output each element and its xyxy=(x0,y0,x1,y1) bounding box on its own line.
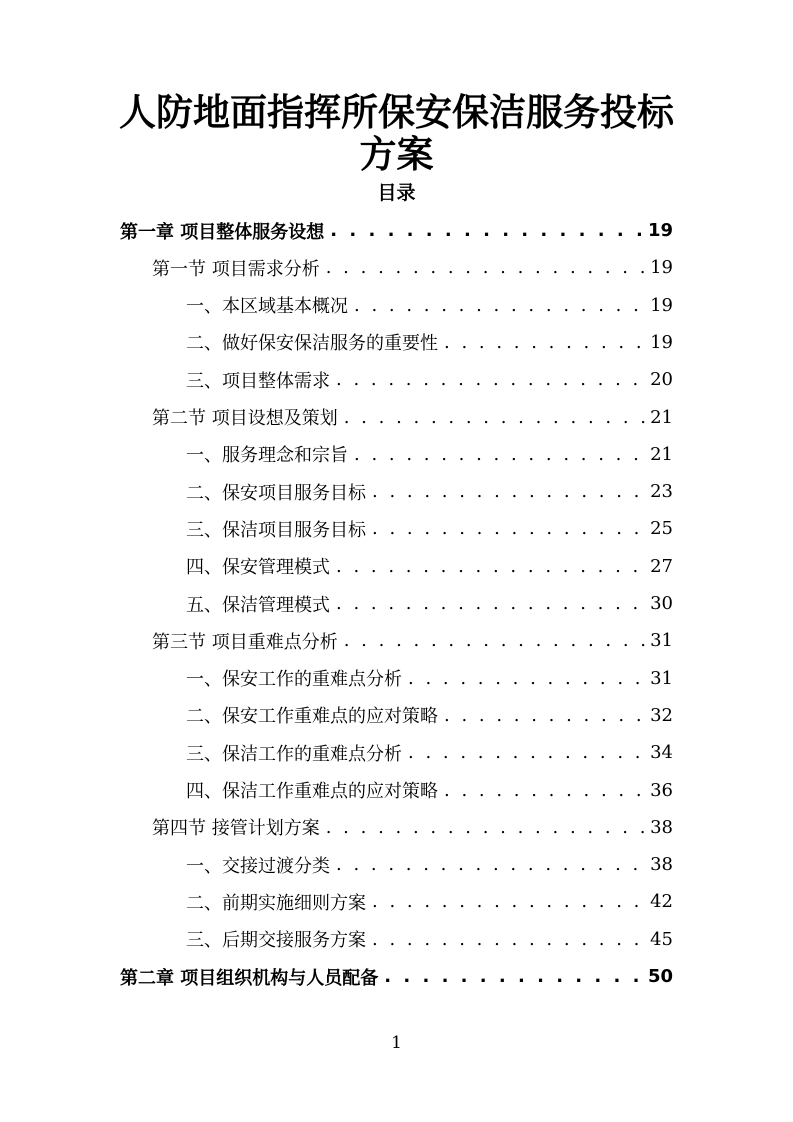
toc-entry[interactable] xyxy=(152,399,673,436)
toc-dot-leader xyxy=(444,332,646,353)
toc-dot-leader xyxy=(384,966,644,987)
toc-entry[interactable] xyxy=(186,473,673,510)
toc-entry-page: 38 xyxy=(650,816,673,838)
toc-entry-page: 34 xyxy=(650,742,673,764)
toc-entry-page: 50 xyxy=(647,966,673,987)
toc-entry[interactable] xyxy=(152,622,673,659)
toc-entry[interactable] xyxy=(186,361,673,398)
toc-entry-page: 27 xyxy=(650,555,673,577)
toc-entry-label: 一、服务理念和宗旨 xyxy=(186,445,348,467)
toc-entry-page: 30 xyxy=(650,593,673,614)
toc-entry[interactable] xyxy=(186,772,673,809)
toc-dot-leader xyxy=(354,295,646,316)
toc-entry-label: 第三节 项目重难点分析 xyxy=(152,631,338,653)
toc-entry-page: 31 xyxy=(650,667,673,689)
toc-dot-leader xyxy=(372,481,646,502)
toc-entry[interactable] xyxy=(186,510,673,547)
toc-entry[interactable] xyxy=(186,883,673,920)
toc-dot-leader xyxy=(372,518,646,539)
toc-dot-leader xyxy=(344,407,646,428)
toc-entry-page: 36 xyxy=(650,779,673,801)
toc-entry-label: 四、保安管理模式 xyxy=(186,557,330,579)
toc-entry-page: 20 xyxy=(650,369,673,391)
toc-entry-page: 42 xyxy=(650,891,673,913)
toc-entry[interactable] xyxy=(186,287,673,324)
toc-entry[interactable] xyxy=(186,921,673,958)
toc-heading: 目录 xyxy=(377,182,416,204)
toc-entry-label: 四、保洁工作重难点的应对策略 xyxy=(186,781,438,802)
toc-dot-leader xyxy=(372,929,646,950)
toc-entry-label: 三、保洁项目服务目标 xyxy=(186,519,366,541)
toc-entry[interactable] xyxy=(186,734,673,771)
toc-dot-leader xyxy=(408,742,646,763)
toc-dot-leader xyxy=(330,220,644,241)
toc-dot-leader xyxy=(372,891,646,912)
toc-entry[interactable] xyxy=(186,436,673,473)
toc-entry-label: 第四节 接管计划方案 xyxy=(152,818,320,840)
page-number: 1 xyxy=(391,1033,402,1053)
toc-entry-page: 21 xyxy=(650,406,673,428)
toc-entry-page: 19 xyxy=(650,331,673,353)
toc-dot-leader xyxy=(336,593,646,614)
toc-entry[interactable] xyxy=(120,212,673,249)
toc-entry-page: 19 xyxy=(647,220,673,241)
toc-entry-label: 五、保洁管理模式 xyxy=(186,594,330,616)
toc-entry-page: 21 xyxy=(650,443,673,465)
toc-dot-leader xyxy=(336,556,646,577)
toc-dot-leader xyxy=(354,444,646,465)
toc-entry-label: 二、做好保安保洁服务的重要性 xyxy=(186,333,438,355)
toc-entry-page: 38 xyxy=(650,854,673,876)
toc-dot-leader xyxy=(444,780,646,801)
toc-dot-leader xyxy=(326,817,646,838)
toc-entry-page: 31 xyxy=(650,630,673,652)
toc-entry-label: 第二节 项目设想及策划 xyxy=(152,408,338,429)
toc-entry-page: 32 xyxy=(650,704,673,726)
toc-entry-label: 一、交接过渡分类 xyxy=(186,855,330,877)
document-title-line-2: 方案 xyxy=(359,133,434,176)
toc-entry[interactable] xyxy=(186,660,673,697)
toc-dot-leader xyxy=(326,257,646,278)
toc-entry-label: 第二章 项目组织机构与人员配备 xyxy=(120,967,379,989)
toc-entry-label: 第一节 项目需求分析 xyxy=(152,258,320,280)
toc-entry-page: 19 xyxy=(650,294,673,316)
toc-dot-leader xyxy=(336,854,646,875)
toc-entry[interactable] xyxy=(186,548,673,585)
toc-entry-label: 一、保安工作的重难点分析 xyxy=(186,669,402,691)
toc-entry-label: 一、本区域基本概况 xyxy=(186,296,348,318)
toc-entry[interactable] xyxy=(186,585,673,622)
toc-entry-label: 三、项目整体需求 xyxy=(186,370,330,392)
toc-entry[interactable] xyxy=(152,809,673,846)
toc-entry-page: 23 xyxy=(650,481,673,503)
toc-entry-label: 三、后期交接服务方案 xyxy=(186,930,366,952)
toc-entry-page: 45 xyxy=(650,928,673,950)
toc-entry[interactable] xyxy=(186,697,673,734)
toc-entry-label: 二、前期实施细则方案 xyxy=(186,892,366,914)
toc-entry-label: 第一章 项目整体服务设想 xyxy=(120,221,325,243)
toc-entry-label: 三、保洁工作的重难点分析 xyxy=(186,743,402,765)
document-title-line-1: 人防地面指挥所保安保洁服务投标 xyxy=(119,91,674,134)
toc-dot-leader xyxy=(408,668,646,689)
toc-entry[interactable] xyxy=(152,249,673,286)
toc-entry-label: 二、保安项目服务目标 xyxy=(186,482,366,504)
toc-entry-label: 二、保安工作重难点的应对策略 xyxy=(186,706,438,728)
toc-entry-page: 25 xyxy=(650,518,673,540)
toc-dot-leader xyxy=(344,630,646,651)
toc-dot-leader xyxy=(336,369,646,390)
toc-dot-leader xyxy=(444,705,646,726)
toc-entry[interactable] xyxy=(186,324,673,361)
toc-entry-page: 19 xyxy=(650,257,673,279)
toc-entry[interactable] xyxy=(120,958,673,995)
toc-entry[interactable] xyxy=(186,846,673,883)
document-title xyxy=(0,92,793,176)
